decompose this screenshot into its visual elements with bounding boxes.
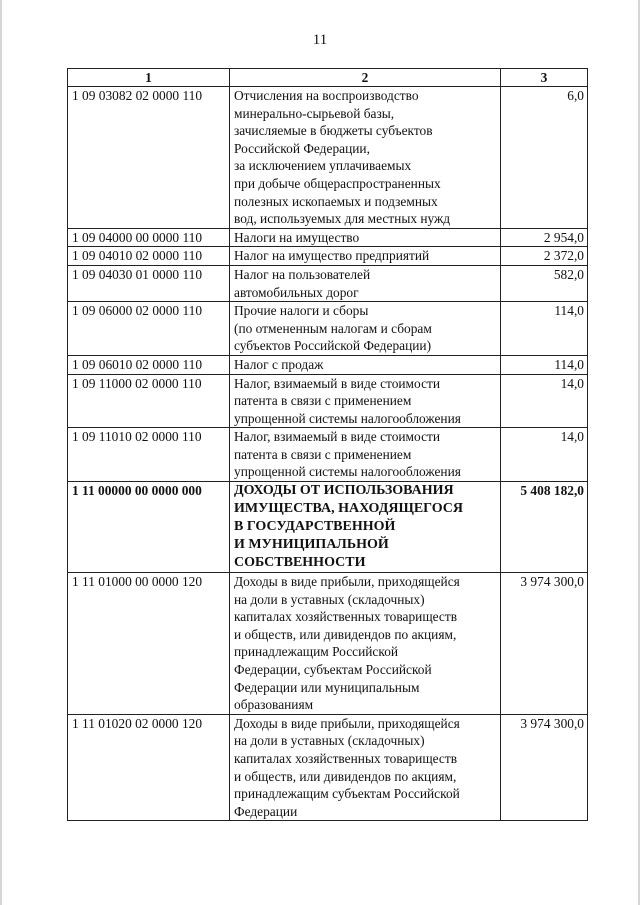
code-cell: 1 09 03082 02 0000 110 [68,87,230,229]
name-cell: Доходы в виде прибыли, приходящейся на доли в уставных (складочных) капиталах хозяйственных товариществ и обществ, или дивидендов по акциям, принадлежащим субъектам Российской Федерации [230,714,501,821]
table-row [68,573,588,715]
table-row [68,87,588,229]
name-cell: Налог на пользователей автомобильных дорог [230,265,501,301]
table-row [68,302,588,356]
table-header-row [68,69,588,87]
budget-revenue-table [67,68,588,821]
value-cell: 3 974 300,0 [501,714,588,821]
header-col-2: 2 [230,69,501,87]
value-cell: 114,0 [501,355,588,374]
name-cell: Налог, взимаемый в виде стоимости патента в связи с применением упрощенной системы налогообложения [230,428,501,482]
page-number: 11 [312,32,328,48]
name-cell: Отчисления на воспроизводство минерально-сырьевой базы, зачисляемые в бюджеты субъектов Российской Федерации, за исключением уплачиваемых при добыче общераспространенных полезных ископаемых и подземных вод, используемых для местных нужд [230,87,501,229]
code-cell: 1 09 04030 01 0000 110 [68,265,230,301]
table-row [68,247,588,266]
code-cell: 1 09 04000 00 0000 110 [68,228,230,247]
name-cell: Налоги на имущество [230,228,501,247]
table-row [68,355,588,374]
table-row [68,228,588,247]
header-col-1: 1 [68,69,230,87]
table-body [68,87,588,821]
code-cell: 1 11 01020 02 0000 120 [68,714,230,821]
name-cell: Доходы в виде прибыли, приходящейся на доли в уставных (складочных) капиталах хозяйственных товариществ и обществ, или дивидендов по акциям, принадлежащим Российской Федерации, субъектам Российской Федерации или муниципальным образованиям [230,573,501,715]
code-cell: 1 11 00000 00 0000 000 [68,482,230,573]
name-cell: ДОХОДЫ ОТ ИСПОЛЬЗОВАНИЯ ИМУЩЕСТВА, НАХОДЯЩЕГОСЯ В ГОСУДАРСТВЕННОЙ И МУНИЦИПАЛЬНОЙ СОБСТВЕННОСТИ [230,482,501,573]
table-row [68,374,588,428]
name-cell: Прочие налоги и сборы (по отмененным налогам и сборам субъектов Российской Федерации) [230,302,501,356]
code-cell: 1 09 11000 02 0000 110 [68,374,230,428]
value-cell: 114,0 [501,302,588,356]
name-cell: Налог на имущество предприятий [230,247,501,266]
value-cell: 2 954,0 [501,228,588,247]
code-cell: 1 09 11010 02 0000 110 [68,428,230,482]
table-row [68,714,588,821]
value-cell: 14,0 [501,374,588,428]
code-cell: 1 11 01000 00 0000 120 [68,573,230,715]
value-cell: 5 408 182,0 [501,482,588,573]
scan-edge-left [0,0,2,905]
value-cell: 6,0 [501,87,588,229]
value-cell: 2 372,0 [501,247,588,266]
code-cell: 1 09 06010 02 0000 110 [68,355,230,374]
name-cell: Налог, взимаемый в виде стоимости патента в связи с применением упрощенной системы налогообложения [230,374,501,428]
table-row [68,482,588,573]
name-cell: Налог с продаж [230,355,501,374]
value-cell: 3 974 300,0 [501,573,588,715]
table-row [68,428,588,482]
table-row [68,265,588,301]
value-cell: 582,0 [501,265,588,301]
value-cell: 14,0 [501,428,588,482]
code-cell: 1 09 04010 02 0000 110 [68,247,230,266]
code-cell: 1 09 06000 02 0000 110 [68,302,230,356]
header-col-3: 3 [501,69,588,87]
